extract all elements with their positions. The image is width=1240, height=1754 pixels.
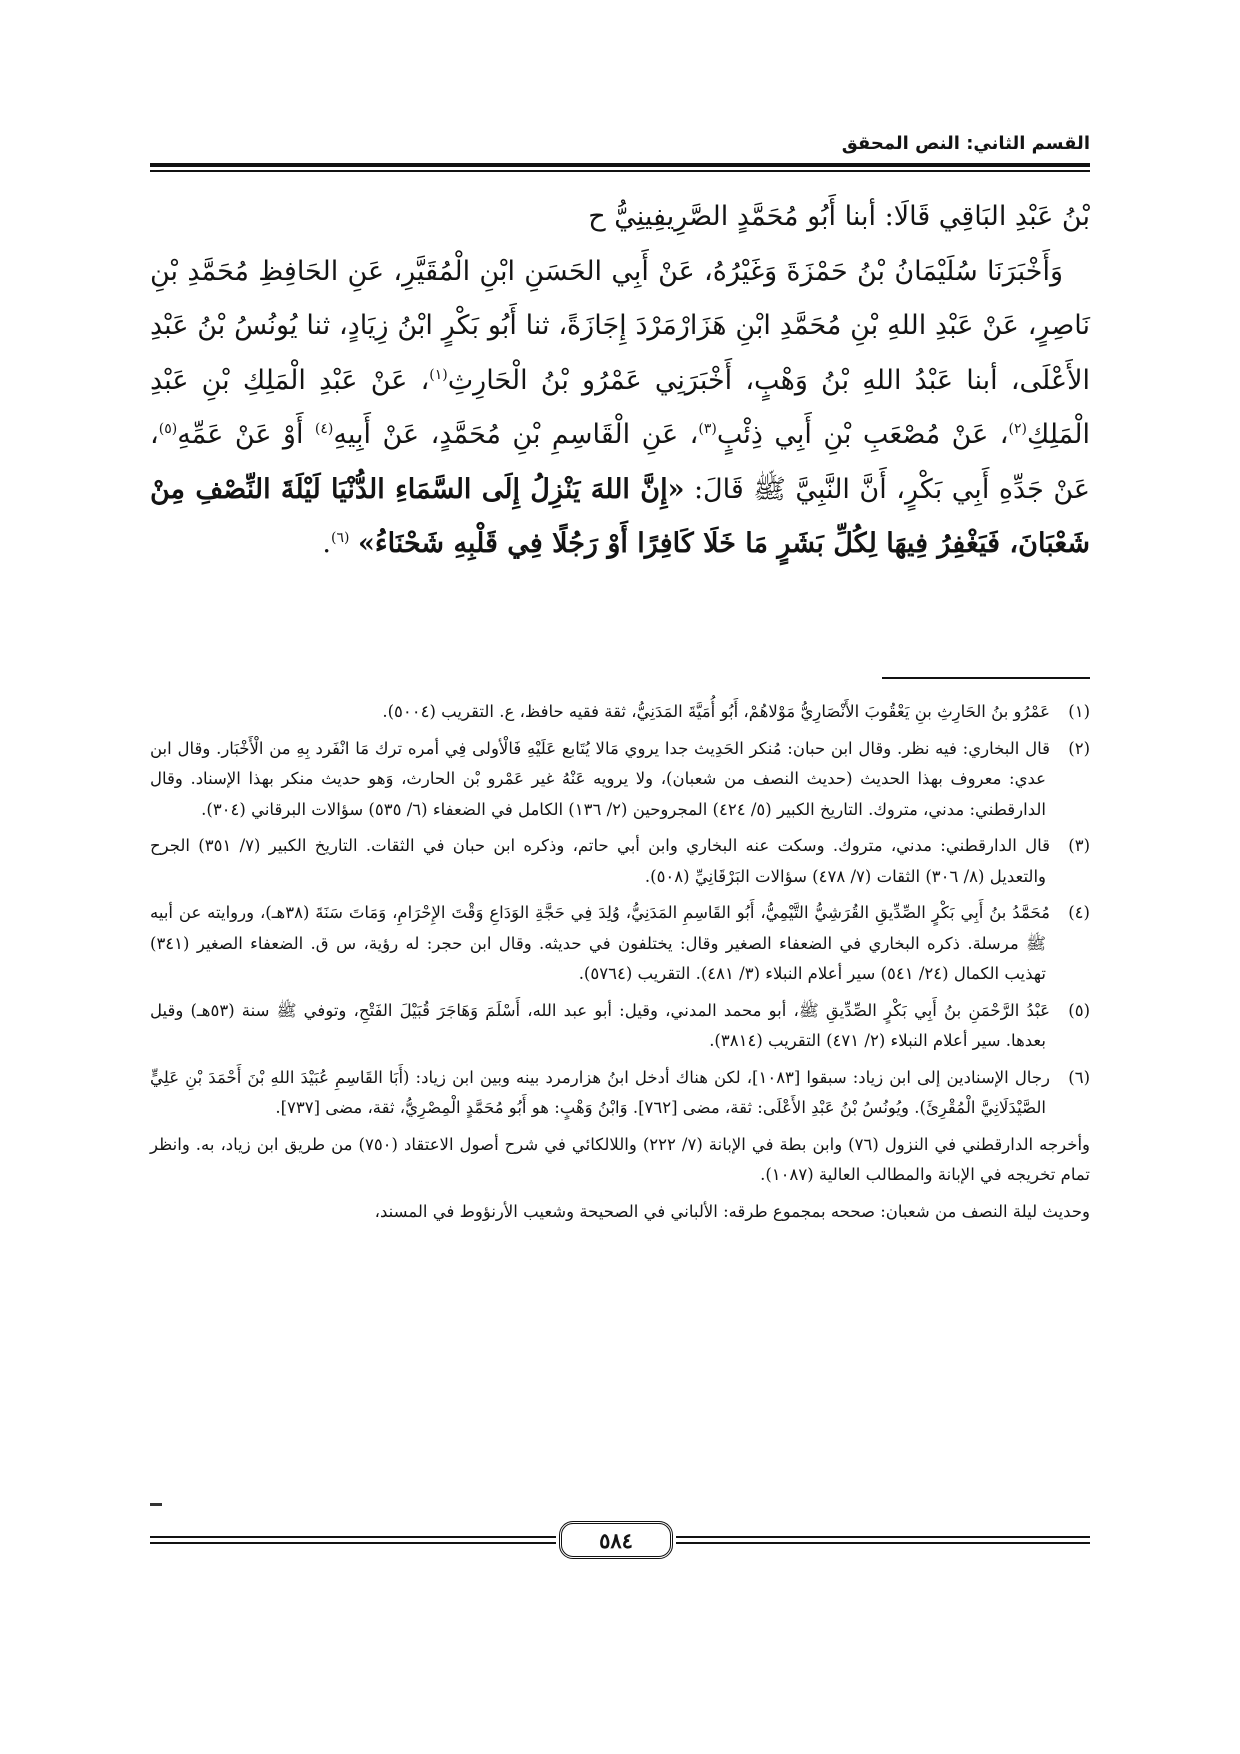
- footer-rule: [676, 1536, 1090, 1538]
- footnote-number: (١): [1068, 702, 1090, 721]
- text-isnad-c: ، عَنْ مُصْعَبِ بْنِ أَبِي ذِئْبٍ: [716, 419, 1009, 450]
- footnote-number: (٦): [1068, 1067, 1090, 1087]
- footnote-4: [150, 898, 1090, 990]
- footnote-6: [150, 1063, 1090, 1124]
- text-isnad-f: ، عَنْ جَدِّهِ أَبِي بَكْرٍ، أَنَّ النَّبِيَّ ﷺ قَالَ:: [150, 419, 1090, 505]
- footer-rule: [150, 1536, 556, 1538]
- footnote-6-takhrij: وأخرجه الدارقطني في النزول (٧٦) وابن بطة في الإبانة (٧/ ٢٢٢) واللالكائي في شرح أصول الاعتقاد (٧٥٠) من طريق ابن زياد، به. وانظر تمام تخريجه في الإبانة والمطالب العالية (١٠٨٧).: [150, 1134, 1091, 1184]
- footnote-ref-1: (١): [429, 366, 448, 383]
- header-rule-thick: [150, 163, 1090, 167]
- footnote-text: مُحَمَّدُ بنُ أَبِي بَكْرٍ الصِّدِّيقِ القُرَشِيُّ التَّيْمِيُّ، أَبُو القَاسِمِ المَدَنِيُّ، وُلِدَ فِي حَجَّةِ الوَدَاعِ وَقْتَ الإِحْرَامِ، وَمَاتَ سَنَةَ (٣٨هـ)، وروايته عن أبيه ﷺ مرسلة. ذكره البخاري في الضعفاء الصغير وقال: يختلفون في حديثه. وقال ابن حجر: له رؤية، س ق. الضعفاء الصغير (٣٤١) تهذيب الكمال (٢٤/ ٥٤١) سير أعلام النبلاء (٣/ ٤٨١). التقريب (٥٧٦٤).: [150, 903, 1050, 983]
- running-header: القسم الثاني: النص المحقق: [841, 133, 1090, 154]
- footnote-ref-2: (٢): [1008, 421, 1027, 437]
- continuation-dash: [150, 1503, 162, 1506]
- text-isnad-d: ، عَنِ الْقَاسِمِ بْنِ مُحَمَّدٍ، عَنْ أَبِيهِ: [333, 419, 699, 450]
- footnote-text: قال البخاري: فيه نظر. وقال ابن حبان: مُنكر الحَدِيث جدا يروي مَالا يُتَابع عَلَيْهِ فَالْأولى فِي أمره ترك مَا انْفَرد بِهِ من الْأَخْبَار. وقال ابن عدي: معروف بهذا الحديث (حديث النصف من شعبان)، ولا يرويه عَنْهُ غير عَمْرو بْن الحارث، وَهو حديث منكر بهذا الإسناد. وقال الدارقطني: مدني، متروك. التاريخ الكبير (٥/ ٤٢٤) المجروحين (٢/ ١٣٦) الكامل في الضعفاء (٦/ ٥٣٥) سؤالات البرقاني (٣٠٤).: [150, 738, 1050, 819]
- end-dot: .: [322, 528, 331, 559]
- footnote-text: عَبْدُ الرَّحْمَنِ بنُ أَبِي بَكْرٍ الصِّدِّيقِ ﷺ، أبو محمد المدني، وقيل: أبو عبد الله، أَسْلَمَ وَهَاجَرَ قُبَيْلَ الفَتْحِ، وتوفي ﷺ سنة (٥٣هـ) وقيل بعدها. سير أعلام النبلاء (٢/ ٤٧١) التقريب (٣٨١٤).: [150, 1000, 1050, 1050]
- hadith-text: «إِنَّ اللهَ يَنْزِلُ إِلَى السَّمَاءِ الدُّنْيَا لَيْلَةَ النِّصْفِ مِنْ شَعْبَانَ، فَيَغْفِرُ فِيهَا لِكُلِّ بَشَرٍ مَا خَلَا كَافِرًا أَوْ رَجُلًا فِي قَلْبِهِ شَحْنَاءُ»: [150, 473, 1090, 559]
- footnote-6-grading: وحديث ليلة النصف من شعبان: صححه بمجموع طرقه: الألباني في الصحيحة وشعيب الأرنؤوط في المسند،: [374, 1201, 1090, 1221]
- footnote-separator: [882, 677, 1090, 679]
- footnote-text: رجال الإسنادين إلى ابن زياد: سبقوا [١٠٨٣]، لكن هناك أدخل ابنُ هزارمرد بينه وبين ابن زياد: (أَبَا القَاسِمِ عُبَيْدَ اللهِ بْنَ أَحْمَدَ بْنِ عَلِيٍّ الصَّيْدَلَانِيَّ الْمُقْرِئَ). ويُونُسُ بْنُ عَبْدِ الأَعْلَى: ثقة، مضى [٧٦٢]. وَابْنُ وَهْبٍ: هو أَبُو مُحَمَّدٍ الْمِصْرِيُّ، ثقة، مضى [٧٣٧].: [150, 1067, 1050, 1117]
- footnote-1: [150, 697, 1090, 728]
- main-line-1: بْنُ عَبْدِ البَاقِي قَالَا: أبنا أَبُو مُحَمَّدٍ الصَّرِيفِينِيُّ ح: [588, 201, 1090, 232]
- text-isnad-e: أَوْ عَنْ عَمِّهِ: [177, 419, 315, 450]
- page-number: ٥٨٤: [559, 1521, 673, 1559]
- footnote-text: عَمْرُو بنُ الحَارِثِ بنِ يَعْقُوبَ الأَنْصَارِيُّ مَوْلاهُمْ، أَبُو أُمَيَّةَ المَدَنِيُّ، ثقة فقيه حافظ، ع. التقريب (٥٠٠٤).: [382, 702, 1050, 721]
- footnote-number: (٣): [1068, 836, 1090, 855]
- footnote-text: قال الدارقطني: مدني، متروك. وسكت عنه البخاري وابن أبي حاتم، وذكره ابن حبان في الثقات. التاريخ الكبير (٧/ ٣٥١) الجرح والتعديل (٨/ ٣٠٦) الثقات (٧/ ٤٧٨) سؤالات البَرْقَانِيِّ (٥٠٨).: [150, 836, 1050, 886]
- text-isnad-a: وَأَخْبَرَنَا سُلَيْمَانُ بْنُ حَمْزَةَ وَغَيْرُهُ، عَنْ أَبِي الحَسَنِ ابْنِ الْمُقَيَّرِ، عَنِ الحَافِظِ مُحَمَّدِ بْنِ نَاصِرٍ، عَنْ عَبْدِ اللهِ بْنِ مُحَمَّدِ ابْنِ هَزَارْمَرْدَ إِجَازَةً، ثنا أَبُو بَكْرٍ ابْنُ زِيَادٍ، ثنا يُونُسُ بْنُ عَبْدِ الأَعْلَى، أبنا عَبْدُ اللهِ بْنُ وَهْبٍ، أَخْبَرَنِي عَمْرُو بْنُ الْحَارِثِ: [150, 255, 1091, 396]
- text-isnad-b: ، عَنْ عَبْدِ الْمَلِكِ بْنِ عَبْدِ الْمَلِكِ: [150, 364, 1090, 450]
- main-paragraph: [150, 245, 1090, 572]
- footnotes: [150, 697, 1090, 1233]
- footnote-5: [150, 996, 1090, 1057]
- footer-rule: [150, 1542, 556, 1544]
- footnote-number: (٤): [1068, 903, 1090, 922]
- footnote-2: [150, 734, 1090, 826]
- header-rule-thin: [150, 170, 1090, 172]
- footnote-ref-5: (٥): [158, 421, 178, 437]
- footnote-ref-4: (٤): [314, 421, 334, 437]
- footnote-number: (٢): [1068, 738, 1090, 758]
- main-text: [150, 190, 1090, 572]
- footnote-ref-3: (٣): [698, 421, 717, 437]
- footnote-ref-6: (٦): [330, 530, 350, 546]
- footnote-number: (٥): [1068, 1000, 1090, 1020]
- footnote-3: [150, 831, 1090, 892]
- footer-rule: [676, 1542, 1090, 1544]
